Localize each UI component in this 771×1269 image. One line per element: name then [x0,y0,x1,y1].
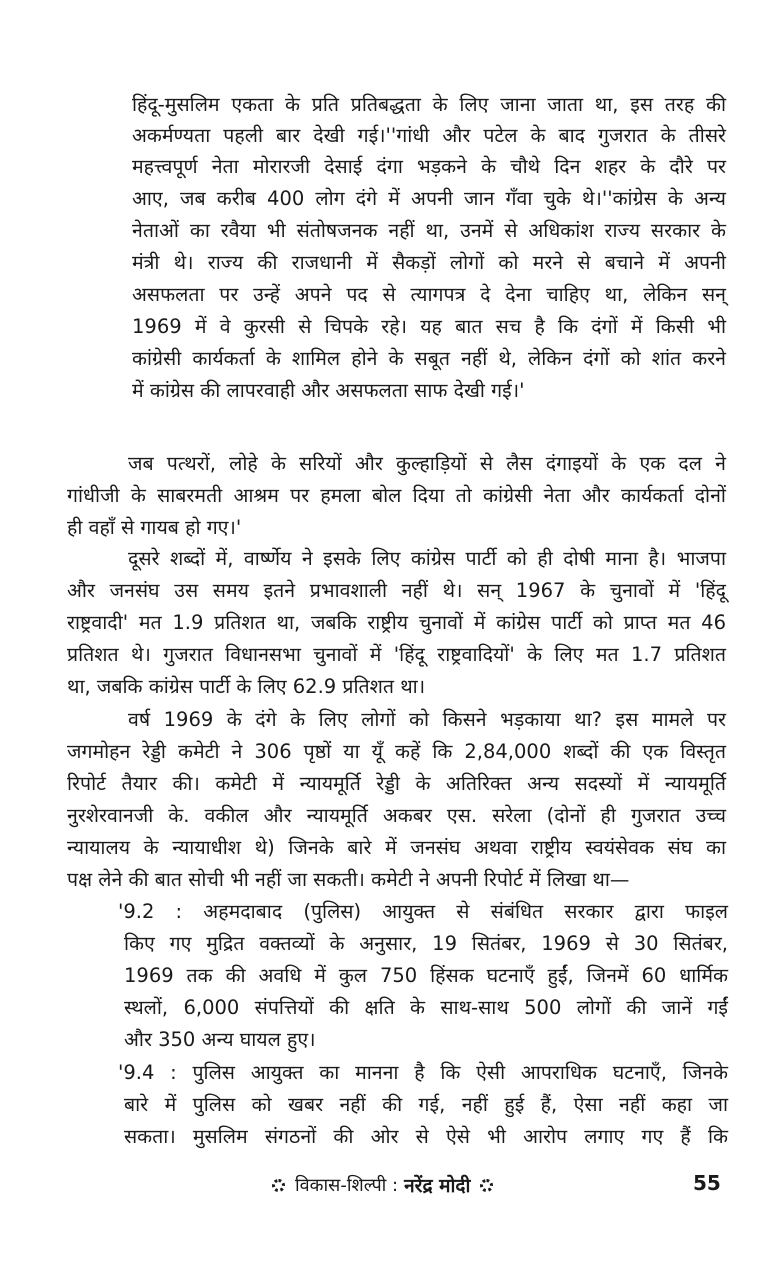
text-line: कांग्रेसी कार्यकर्ता के शामिल होने के सबूत नहीं थे, लेकिन दंगों को शांत करने [132,347,726,370]
text-line: पक्ष लेने की बात सोची भी नहीं जा सकती। कमेटी ने अपनी रिपोर्ट में लिखा था— [67,868,630,891]
text-line: '9.4 : पुलिस आयुक्त का मानना है कि ऐसी आपराधिक घटनाएँ, जिनके [118,1061,728,1084]
text-line: किए गए मुद्रित वक्तव्यों के अनुसार, 19 सितंबर, 1969 से 30 सितंबर, [124,932,728,955]
text-line: था, जबकि कांग्रेस पार्टी के लिए 62.9 प्रतिशत था। [67,675,426,698]
book-title: विकास-शिल्पी : [295,1175,399,1196]
text-line: में कांग्रेस की लापरवाही और असफलता साफ देखी गई।' [132,379,525,402]
text-line: और 350 अन्य घायल हुए। [124,1028,316,1051]
text-line: राष्ट्रवादी' मत 1.9 प्रतिशत था, जबकि राष्ट्रीय चुनावों में कांग्रेस पार्टी को प्राप्त मत 46 [67,611,726,634]
text-line: जब पत्थरों, लोहे के सरियों और कुल्हाड़ियों से लैस दंगाइयों के एक दल ने [128,452,726,475]
text-line: जगमोहन रेड्डी कमेटी ने 306 पृष्ठों या यूँ कहें कि 2,84,000 शब्दों की एक विस्तृत [67,740,726,763]
text-line: वर्ष 1969 के दंगे के लिए लोगों को किसने भड़काया था? इस मामले पर [128,708,726,731]
running-footer [268,1172,497,1198]
text-line: प्रतिशत थे। गुजरात विधानसभा चुनावों में 'हिंदू राष्ट्रवादियों' के लिए मत 1.7 प्रतिशत [67,643,726,666]
text-line: '9.2 : अहमदाबाद (पुलिस) आयुक्त से संबंधित सरकार द्वारा फाइल [118,900,728,923]
text-line: ही वहाँ से गायब हो गए।' [67,516,242,539]
text-line: और जनसंघ उस समय इतने प्रभावशाली नहीं थे। सन् 1967 के चुनावों में 'हिंदू [67,579,726,602]
text-line: 1969 में वे कुरसी से चिपके रहे। यह बात सच है कि दंगों में किसी भी [132,315,726,338]
text-line: आए, जब करीब 400 लोग दंगे में अपनी जान गँवा चुके थे।''कांग्रेस के अन्य [132,187,726,210]
text-line: असफलता पर उन्हें अपने पद से त्यागपत्र दे देना चाहिए था, लेकिन सन् [132,283,726,306]
text-line: अकर्मण्यता पहली बार देखी गई।''गांधी और पटेल के बाद गुजरात के तीसरे [132,124,726,147]
subject-name: नरेंद्र मोदी [404,1175,471,1197]
text-line: गांधीजी के साबरमती आश्रम पर हमला बोल दिया तो कांग्रेसी नेता और कार्यकर्ता दोनों [67,484,726,507]
text-line: 1969 तक की अवधि में कुल 750 हिंसक घटनाएँ हुईं, जिनमें 60 धार्मिक [124,964,728,987]
dotted-circle-ornament-icon [480,1179,493,1192]
text-line: महत्त्वपूर्ण नेता मोरारजी देसाई दंगा भड़कने के चौथे दिन शहर के दौरे पर [132,155,726,178]
text-line: रिपोर्ट तैयार की। कमेटी में न्यायमूर्ति रेड्डी के अतिरिक्त अन्य सदस्यों में न्यायमूर्ति [67,772,726,795]
text-line: दूसरे शब्दों में, वार्ष्णेय ने इसके लिए कांग्रेस पार्टी को ही दोषी माना है। भाजपा [128,547,726,570]
text-line: मंत्री थे। राज्य की राजधानी में सैकड़ों लोगों को मरने से बचाने में अपनी [132,251,726,274]
dotted-circle-ornament-icon [272,1179,285,1192]
text-line: सकता। मुसलिम संगठनों की ओर से ऐसे भी आरोप लगाए गए हैं कि [124,1125,728,1148]
text-line: नेताओं का रवैया भी संतोषजनक नहीं था, उनमें से अधिकांश राज्य सरकार के [132,219,726,242]
text-line: नुरशेरवानजी के. वकील और न्यायमूर्ति अकबर एस. सरेला (दोनों ही गुजरात उच्च [67,804,726,827]
page-number: 55 [693,1171,721,1195]
text-line: हिंदू-मुसलिम एकता के प्रति प्रतिबद्धता के लिए जाना जाता था, इस तरह की [132,93,726,116]
text-line: स्थलों, 6,000 संपत्तियों की क्षति के साथ-साथ 500 लोगों की जानें गईं [124,996,728,1019]
text-line: न्यायालय के न्यायाधीश थे) जिनके बारे में जनसंघ अथवा राष्ट्रीय स्वयंसेवक संघ का [67,836,726,859]
text-line: बारे में पुलिस को खबर नहीं की गई, नहीं हुई हैं, ऐसा नहीं कहा जा [124,1093,728,1116]
